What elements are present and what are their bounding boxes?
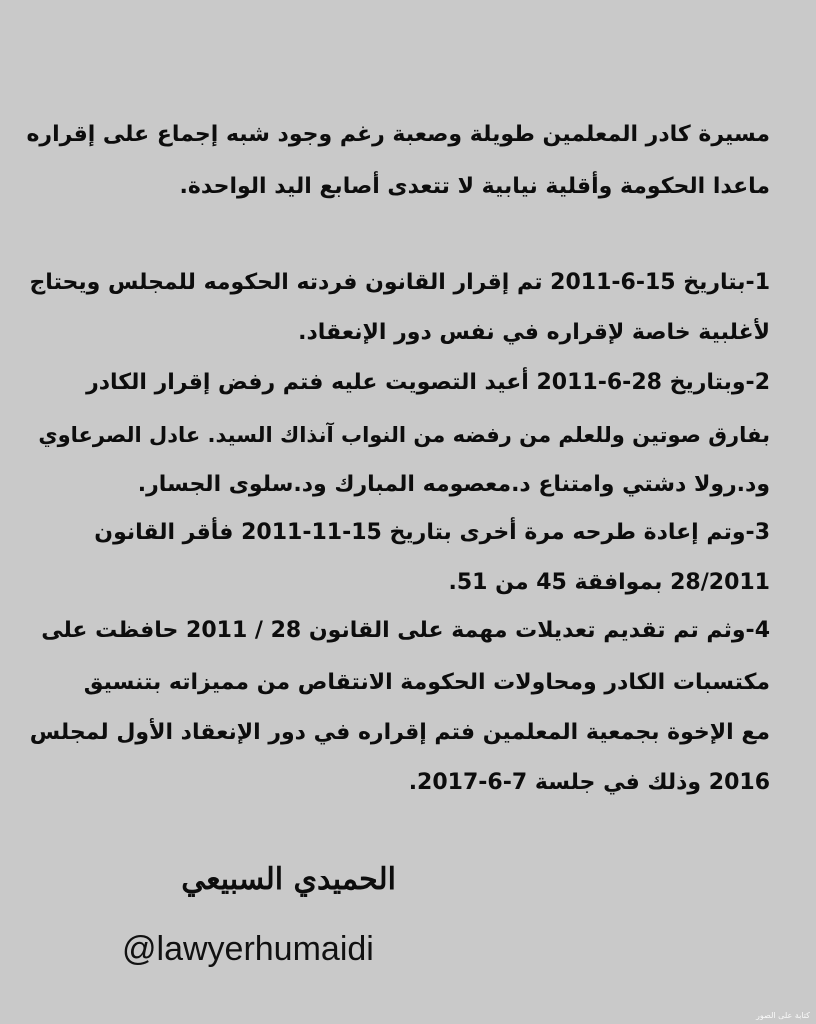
- point-1-line-2: لأغلبية خاصة لإقراره في نفس دور الإنعقاد.: [298, 320, 770, 345]
- point-3-line-1: 3-وتم إعادة طرحه مرة أخرى بتاريخ 15-11-2011 فأقر القانون: [94, 520, 770, 545]
- point-3-line-2: 28/2011 بموافقة 45 من 51.: [448, 570, 770, 595]
- intro-line-2: ماعدا الحكومة وأقلية نيابية لا تتعدى أصابع اليد الواحدة.: [179, 174, 770, 199]
- point-4-line-4: 2016 وذلك في جلسة 7-6-2017.: [408, 770, 770, 795]
- watermark: كتابة على الصور: [756, 1011, 810, 1020]
- intro-line-1: مسيرة كادر المعلمين طويلة وصعبة رغم وجود شبه إجماع على إقراره: [26, 122, 770, 147]
- author-signature: الحميدي السبيعي: [181, 862, 396, 897]
- author-handle: @lawyerhumaidi: [122, 930, 374, 968]
- point-4-line-3: مع الإخوة بجمعية المعلمين فتم إقراره في دور الإنعقاد الأول لمجلس: [29, 720, 770, 745]
- point-2-line-3: ود.رولا دشتي وامتناع د.معصومه المبارك ود.سلوى الجسار.: [137, 472, 770, 497]
- point-2-line-2: بفارق صوتين وللعلم من رفضه من النواب آنذاك السيد. عادل الصرعاوي: [38, 423, 770, 447]
- point-2-line-1: 2-وبتاريخ 28-6-2011 أعيد التصويت عليه فتم رفض إقرار الكادر: [86, 370, 770, 395]
- point-4-line-2: مكتسبات الكادر ومحاولات الحكومة الانتقاص من مميزاته بتنسيق: [83, 670, 770, 695]
- point-4-line-1: 4-وثم تم تقديم تعديلات مهمة على القانون 28 / 2011 حافظت على: [41, 618, 770, 643]
- point-1-line-1: 1-بتاريخ 15-6-2011 تم إقرار القانون فردته الحكومه للمجلس ويحتاج: [29, 270, 770, 295]
